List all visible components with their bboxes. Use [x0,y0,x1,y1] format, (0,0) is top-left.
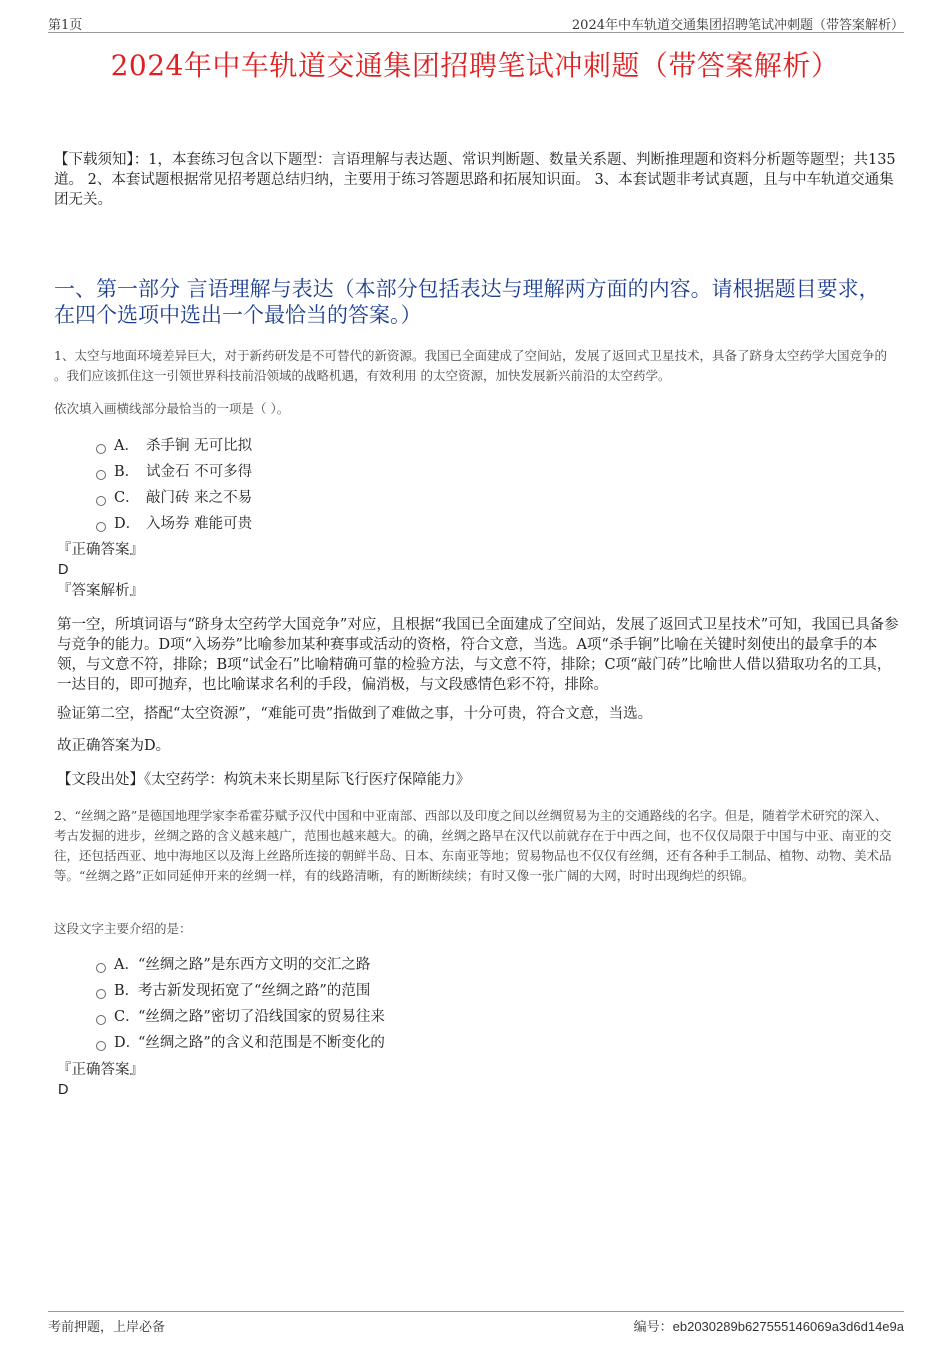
analysis-text: 第一空，所填词语与“跻身太空药学大国竞争”对应，且根据“我国已全面建成了空间站，发展了返回式卫星技术”可知，我国已具备参与竞争的能力。D项“入场券”比喻参加某种赛事或活动的资格，符合文意，当选。A项“杀手锏”比喻在关键时刻使出的最拿手的本领，与文意不符，排除；B项“试金石”比喻精确可靠的检验方法，与文意不符，排除；C项“敲门砖”比喻世人借以猎取功名的工具，一达目的，即可抛弃，也比喻谋求名利的手段，偏消极，与文段感情色彩不符，排除。 [57,617,899,693]
option-c[interactable] [96,485,876,511]
option-d[interactable] [96,1030,876,1056]
radio-icon[interactable] [96,1015,106,1025]
option-a[interactable] [96,952,876,978]
serial-label: 编号： [633,1320,673,1335]
radio-icon[interactable] [96,496,106,506]
option-letter: D． [114,516,141,532]
option-a[interactable] [96,433,876,459]
radio-icon[interactable] [96,989,106,999]
option-d[interactable] [96,511,876,537]
option-text: “丝绸之路”密切了沿线国家的贸易往来 [138,1009,385,1025]
download-notice: 【下载须知】：1，本套练习包含以下题型：言语理解与表达题、常识判断题、数量关系题、判断推理题和资料分析题等题型；共135道。 2、本套试题根据常见招考题总结归纳，主要用于练习答题思路和拓展知识面。 3、本套试题非考试真题，且与中车轨道交通集团无关。 [54,152,896,208]
option-text: 考古新发现拓宽了“丝绸之路”的范围 [138,983,371,999]
option-letter: C． [114,490,140,506]
option-letter: A． [114,438,139,454]
question-1-stem: 1、太空与地面环境差异巨大，对于新药研发是不可替代的新资源。我国已全面建成了空间站，发展了返回式卫星技术，具备了跻身太空药学大国竞争的 。我们应该抓住这一引领世界科技前沿领域的战略机遇，有效利用 的太空资源，加快发展新兴前沿的太空药学。 [54,348,887,383]
radio-icon[interactable] [96,522,106,532]
radio-icon[interactable] [96,444,106,454]
option-letter: A． [114,957,139,973]
option-letter: B． [114,464,140,480]
analysis-label: 『答案解析』 [57,583,144,599]
serial-number: eb2030289b627555146069a3d6d14e9a [672,1319,904,1334]
answer-label: 『正确答案』 [57,542,144,558]
option-text: 杀手锏 无可比拟 [146,438,253,454]
option-text: “丝绸之路”的含义和范围是不断变化的 [138,1035,385,1051]
running-title: 2024年中车轨道交通集团招聘笔试冲刺题（带答案解析） [571,18,904,33]
option-c[interactable] [96,1004,876,1030]
analysis-paragraph-2 [57,704,900,724]
page-number: 第1页 [48,18,83,33]
radio-icon[interactable] [96,1041,106,1051]
option-text: 敲门砖 来之不易 [146,490,253,506]
option-text: 试金石 不可多得 [146,464,253,480]
radio-icon[interactable] [96,963,106,973]
answer-value: D [58,1082,69,1098]
section-heading: 一、第一部分 言语理解与表达（本部分包括表达与理解两方面的内容。请根据题目要求，在四个选项中选出一个最恰当的答案。） [54,277,880,327]
question-2-stem: 2、“丝绸之路”是德国地理学家李希霍芬赋予汉代中国和中亚南部、西部以及印度之间以丝绸贸易为主的交通路线的名字。但是，随着学术研究的深入、考古发掘的进步，丝绸之路的含义越来越广，范围也越来越大。的确，丝绸之路早在汉代以前就存在于中西之间，也不仅仅局限于中国与中亚、南亚的交往，还包括西亚、地中海地区以及海上丝路所连接的朝鲜半岛、日本、东南亚等地；贸易物品也不仅仅有丝绸，还有各种手工制品、植物、动物、美术品等。“丝绸之路”正如同延伸开来的丝绸一样，有的线路清晰，有的断断续续；有时又像一张广阔的大网，时时出现绚烂的织锦。 [54,808,892,883]
answer-label: 『正确答案』 [57,1062,144,1078]
option-letter: B． [114,983,140,999]
page-header [48,14,904,33]
page-footer [48,1311,904,1336]
option-text: “丝绸之路”是东西方文明的交汇之路 [138,957,371,973]
analysis-text: 验证第二空，搭配“太空资源”，“难能可贵”指做到了难做之事，十分可贵，符合文意，当选。 [57,706,653,722]
source-citation: 【文段出处】《太空药学：构筑未来长期星际飞行医疗保障能力》 [57,772,471,788]
option-b[interactable] [96,978,876,1004]
answer-value: D [58,562,69,578]
analysis-paragraph-3 [57,736,900,756]
option-b[interactable] [96,459,876,485]
option-letter: C． [114,1009,140,1025]
question-2-prompt: 这段文字主要介绍的是： [54,921,192,936]
footer-slogan: 考前押题，上岸必备 [48,1320,166,1335]
question-2-options [96,952,876,1056]
option-letter: D． [114,1035,141,1051]
analysis-text: 故正确答案为D。 [57,738,171,754]
document-title: 2024年中车轨道交通集团招聘笔试冲刺题（带答案解析） [110,49,840,82]
option-text: 入场券 难能可贵 [146,516,253,532]
question-1-options [96,433,876,537]
question-1-prompt: 依次填入画横线部分最恰当的一项是（ ）。 [54,401,290,416]
analysis-paragraph-1 [57,615,900,695]
radio-icon[interactable] [96,470,106,480]
footer-serial [634,1316,904,1335]
